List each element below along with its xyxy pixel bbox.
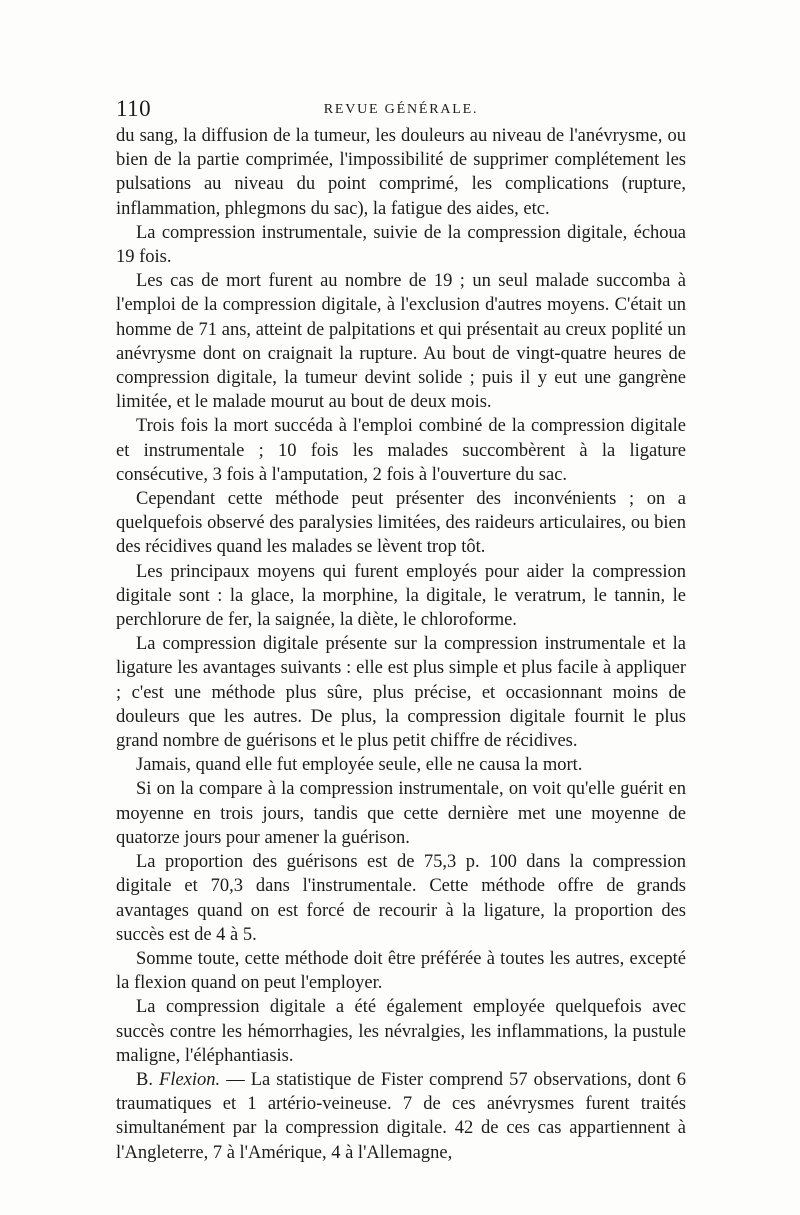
paragraph: Jamais, quand elle fut employée seule, elle ne causa la mort. [136, 755, 583, 776]
paragraph: du sang, la diffusion de la tumeur, les douleurs au niveau de l'anévrysme, ou bien de la partie comprimée, l'impossibilité de supprimer complétement les pulsations au niveau du point comprimé, les complications (rupture, inflammation, phlegmons du sac), la fatigue des aides, etc. [116, 126, 686, 219]
paragraph: Les principaux moyens qui furent employés pour aider la compression digitale sont : la glace, la morphine, la digitale, le veratrum, le tannin, le perchlorure de fer, la saignée, la diète, le chloroforme. [116, 561, 686, 631]
body-text [116, 124, 686, 1165]
paragraph: Somme toute, cette méthode doit être préférée à toutes les autres, excepté la flexion quand on peut l'employer. [116, 948, 686, 994]
section-text: — La statistique de Fister comprend 57 observations, dont 6 traumatiques et 1 artério-veineuse. 7 de ces anévrysmes furent traités simultanément par la compression digitale. 42 de ces cas appartiennent à l'Angleterre, 7 à l'Amérique, 4 à l'Allemagne, [116, 1069, 686, 1163]
section-title: Flexion. [159, 1069, 221, 1090]
paragraph: La compression instrumentale, suivie de la compression digitale, échoua 19 fois. [116, 222, 686, 268]
paragraph: La compression digitale a été également employée quelquefois avec succès contre les hémorrhagies, les névralgies, les inflammations, la pustule maligne, l'éléphantiasis. [116, 997, 686, 1066]
paragraph: La compression digitale présente sur la compression instrumentale et la ligature les avantages suivants : elle est plus simple et plus facile à appliquer ; c'est une méthode plus sûre, plus précise, et occasionnant moins de douleurs que les autres. De plus, la compression digitale fournit le plus grand nombre de guérisons et le plus petit chiffre de récidives. [116, 634, 686, 752]
running-head [116, 96, 686, 126]
paragraph: Cependant cette méthode peut présenter des inconvénients ; on a quelquefois observé des paralysies limitées, des raideurs articulaires, ou bien des récidives quand les malades se lèvent trop tôt. [116, 489, 686, 558]
section-paragraph-flexion [116, 1068, 686, 1165]
paragraph: Trois fois la mort succéda à l'emploi combiné de la compression digitale et instrumentale ; 10 fois les malades succombèrent à la ligature consécutive, 3 fois à l'amputation, 2 fois à l'ouverture du sac. [116, 416, 686, 485]
page-number: 110 [116, 96, 152, 121]
paragraph: Si on la compare à la compression instrumentale, on voit qu'elle guérit en moyenne en trois jours, tandis que cette dernière met une moyenne de quatorze jours pour amener la guérison. [116, 779, 686, 848]
paragraph: Les cas de mort furent au nombre de 19 ; un seul malade succomba à l'emploi de la compression digitale, à l'exclusion d'autres moyens. C'était un homme de 71 ans, atteint de palpitations et qui présentait au creux poplité un anévrysme dont on craignait la rupture. Au bout de vingt-quatre heures de compression digitale, la tumeur devint solide ; puis il y eut une gangrène limitée, et le malade mourut au bout de deux mois. [116, 271, 686, 413]
section-letter: B. [136, 1069, 153, 1090]
paragraph: La proportion des guérisons est de 75,3 p. 100 dans la compression digitale et 70,3 dans l'instrumentale. Cette méthode offre de grands avantages quand on est forcé de recourir à la ligature, la proportion des succès est de 4 à 5. [116, 852, 686, 945]
running-title: REVUE GÉNÉRALE. [323, 102, 479, 117]
